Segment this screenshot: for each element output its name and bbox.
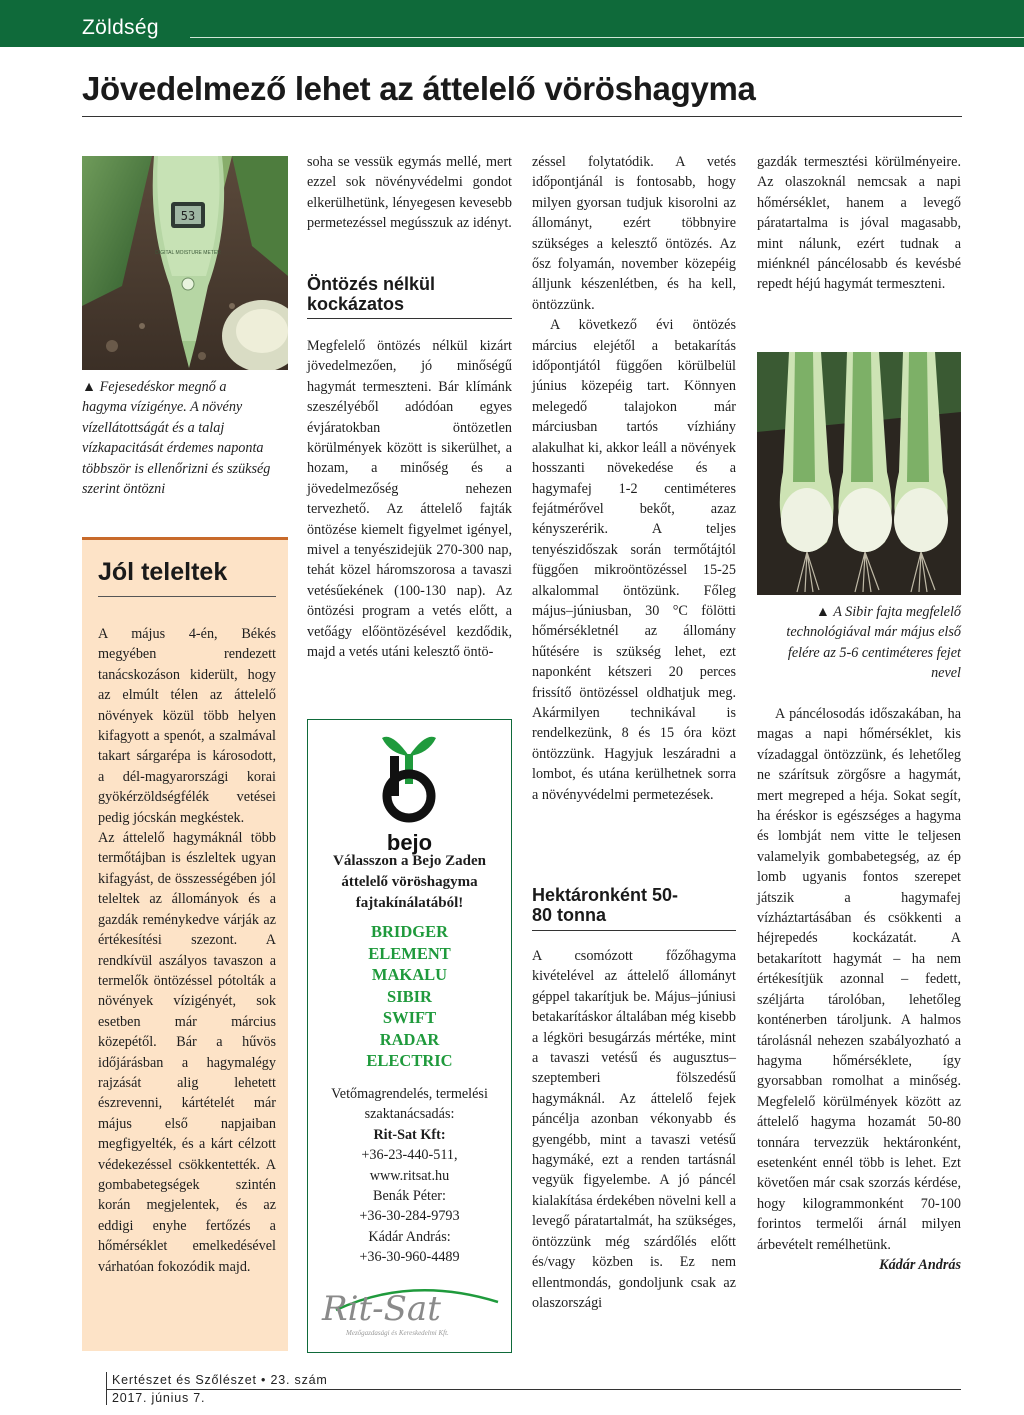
- author-byline: Kádár András: [879, 1256, 961, 1273]
- footer-date: 2017. június 7.: [112, 1391, 206, 1405]
- paragraph: A páncélosodás időszakában, ha magas a napi hőmérséklet, kis vízadaggal öntözzünk, és lehetőleg ne szárítsuk zörgősre a hagymát, mert megreped a héja. Sokat segít, ha éréskor is egészséges a hagyma és lombját nem vitte le teljesen valamelyik gombabetegség, az ép lomb ugyanis fontos szerepet játszik a hagymafej vízháztartásában és csökkenti a héjrepedés kockázatát. A betakarított hagymát – ha nem értékesítjük azonnal – fedett, széljárta tárolóban, lehetőleg konténerben tároljunk. A halmos tárolásnál nehezen szabályozható a hagyma hőmérséklete, így gyorsabban romolhat a minőség. Megfelelő körülmények között az áttelelő hagyma hozamát 50-80 tonnára tervezzük hektáronként, esetenként ennél több is lehet. Ezt követően már csak szorzás kérdése, hogy kilogrammonként 70-100 forintos termelői árnál milyen árbevételt remélhetünk.: [757, 706, 961, 1253]
- subheading-irrigation: Öntözés nélkül kockázatos: [307, 274, 436, 314]
- photo-caption-1: ▲ Fejesedéskor megnő a hagyma vízigénye. A növény vízellátottságát és a talaj vízkapacitását érdemes naponta többször is ellenőrizni és szükség szerint öntözni: [82, 379, 271, 498]
- variety-item: RADAR: [379, 1029, 440, 1049]
- variety-item: ELECTRIC: [366, 1051, 453, 1070]
- subheading-yield: Hektáronként 50-80 tonna: [532, 885, 679, 925]
- paragraph: Megfelelő öntözés nélkül kizárt jövedelmezően, jó minőségű hagymát termeszteni. Bár klímánk szeszélyéből adódóan egyes évjáratokban öntözetlen körülmények között is sikerülhet, a hozam, a minőség és a jövedelmezőség nehezen tervezhető. Az áttelelő fajták öntözése kiemelt figyelmet igényel, mivel a tenyészidejük 270-300 nap, tehát közel háromszorosa a tavaszi vetésűekének (100-130 nap). Az öntözési program a vetés előtt, a vetőágy előöntözésével kezdődik, majd a vetés utáni kelesztő öntö-: [307, 338, 512, 661]
- variety-item: SWIFT: [382, 1008, 437, 1027]
- variety-item: SIBIR: [387, 986, 432, 1006]
- subheading-rule: [307, 318, 512, 319]
- ad-tagline: Válasszon a Bejo Zaden áttelelő vöröshagyma fajtakínálatából!: [333, 853, 486, 911]
- column-3-top: [532, 152, 736, 805]
- contact-phone: +36-23-440-511,: [361, 1147, 458, 1164]
- contact-person: Kádár András:: [368, 1228, 451, 1245]
- column-3-bottom: [532, 946, 736, 1313]
- column-4-body: [757, 704, 961, 1275]
- bejo-logo-icon: [378, 730, 440, 826]
- contact-person: Benák Péter:: [373, 1188, 446, 1205]
- bejo-logo-text: bejo: [386, 830, 433, 855]
- onion-photo: [757, 352, 961, 595]
- sidebar-title: Jól teleltek: [98, 558, 228, 586]
- ritsat-logo-text: Rit-Sat: [322, 1289, 441, 1329]
- header-thin-line: [190, 37, 1024, 38]
- subheading-rule: [532, 930, 736, 931]
- paragraph: A következő évi öntözés március elejétől a betakarítás időpontjától függően körülbelül június közepéig tart. Könnyen melegedő talajokon már márciusban tartós vízhiány alakulhat ki, akkor leáll a növények hosszanti növekedése és a hagymafej 1-2 centiméteres fejátmérővel bekőt, azaz kényszerérik. A teljes tenyészidőszak során termőtájtól függően mikroöntözéssel 15-25 alkalommal öntözünk. Főleg május–júniusban, 30 °C fölötti hőmérsékletnél az állomány hűtésére is szükség lehet, ezt naponként kétszeri 20 perces frissítő öntözéssel oldhatjuk meg. Akármilyen technikával is rendelkezünk, 8 és 15 óra közt öntözzünk. Hagyjuk leszáradni a lombot, és utána kerülhetnek sorra a növényvédelmi permetezések.: [532, 317, 736, 803]
- column-2-intro: [307, 152, 512, 234]
- section-label: Zöldség: [82, 16, 159, 39]
- paragraph: soha se vessük egymás mellé, mert ezzel sok növényvédelmi gondot elkerülhetünk, lényegesen kevesebb permetezéssel megússzuk az idényt.: [307, 154, 512, 232]
- variety-item: ELEMENT: [368, 943, 451, 963]
- contact-phone: +36-30-284-9793: [359, 1208, 460, 1225]
- variety-item: MAKALU: [371, 965, 448, 984]
- sidebar-rule: [98, 596, 276, 597]
- paragraph: A csomózott főzőhagyma kivételével az áttelelő állományt géppel takarítjuk be. Május–júniusi betakarításkor általában még kisebb a légköri besugárzás mértéke, mint a tavaszi vetésű és augusztus–szeptemberi fölszedésű hagymáknál. Az áttelelő fejek páncélja azonban vékonyabb és gyengébb, mint a tavaszi vetésű hagymáké, ezt a renden tartásnál vegyük figyelembe. A jó páncél kialakítása érdekében növelni kell a levegő páratartalmát, ha szükséges, öntözzünk még szárdőlés előtt és/vagy közben is. Ez nem ellentmondás, gondoljunk csak az olaszországi: [532, 948, 736, 1311]
- ritsat-logo-icon: [316, 1280, 506, 1340]
- article-title: Jövedelmező lehet az áttelelő vöröshagyma: [82, 70, 756, 107]
- footer-rule: [106, 1389, 961, 1390]
- moisture-meter-photo: [82, 156, 288, 370]
- sidebar-text: [98, 624, 276, 1277]
- sidebar-paragraph: Az áttelelő hagymáknál több termőtájban is észleltek ugyan kifagyást, de összességében jól teleltek az állományok és a gazdák reménykedve várják az értékesítési szezont. A rendkívül aszályos tavaszon a termelők öntözéssel pótolták a növények vízigényét, sok esetben már március közepétől. Bár a hűvös időjárásban a hagymalégy rajzását alig lehetett észrevenni, kártételét már május első napjaiban megfigyelték, és a kárt célzott védekezéssel csökkentették. A gombabetegségek szintén korán megjelentek, és az eddigi enyhe fertőzés a hőmérséklet emelkedésével várhatóan fokozódik majd.: [98, 830, 276, 1275]
- paragraph: gazdák termesztési körülményeire. Az olaszoknál nemcsak a napi hőmérséklet, hanem a levegő páratartalma is jóval magasabb, mint nálunk, ezért tudnak a miénknél páncélosabb és kevésbé repedt héjú hagymát termeszteni.: [757, 154, 961, 293]
- column-2-body: [307, 336, 512, 663]
- bejo-advertisement: [307, 719, 512, 1353]
- footer-publication: Kertészet és Szőlészet • 23. szám: [112, 1373, 328, 1387]
- contact-website: www.ritsat.hu: [369, 1167, 450, 1184]
- photo-caption-2: ▲ A Sibir fajta megfelelő technológiával már május első felére az 5-6 centiméteres fejet nevel: [786, 604, 961, 682]
- sidebar-box: [82, 537, 288, 1351]
- meter-label: DIGITAL MOISTURE METER: [155, 250, 221, 256]
- column-4-top: [757, 152, 961, 295]
- variety-list: [308, 921, 511, 1072]
- sidebar-paragraph: A május 4-én, Békés megyében rendezett tanácskozáson kiderült, hogy az elmúlt télen az áttelelő növények közül több helyen kifagyott a spenót, a szalmával takart sárgarépa is károsodott, a dél-magyarországi korai gyökérzöldségfélék vetései pedig jócskán megkéstek.: [98, 626, 276, 826]
- svg-text:53: 53: [180, 209, 196, 223]
- ritsat-subtitle: Mezőgazdasági és Kereskedelmi Kft.: [346, 1329, 449, 1337]
- ad-contact: [312, 1084, 507, 1268]
- contact-phone: +36-30-960-4489: [359, 1249, 460, 1266]
- contact-intro: Vetőmagrendelés, termelési szaktanácsadás:: [331, 1086, 488, 1123]
- title-rule: [82, 116, 962, 117]
- variety-item: BRIDGER: [370, 922, 448, 941]
- contact-company: Rit-Sat Kft:: [373, 1126, 446, 1143]
- paragraph: zéssel folytatódik. A vetés időpontjánál is fontosabb, hogy milyen gyorsan tudjuk kisorolni az állományt, ezért többnyire szükséges a kelesztő öntözés. Az ősz folyamán, november közepéig álljunk készenlétben, és ha kell, öntözzünk.: [532, 154, 736, 313]
